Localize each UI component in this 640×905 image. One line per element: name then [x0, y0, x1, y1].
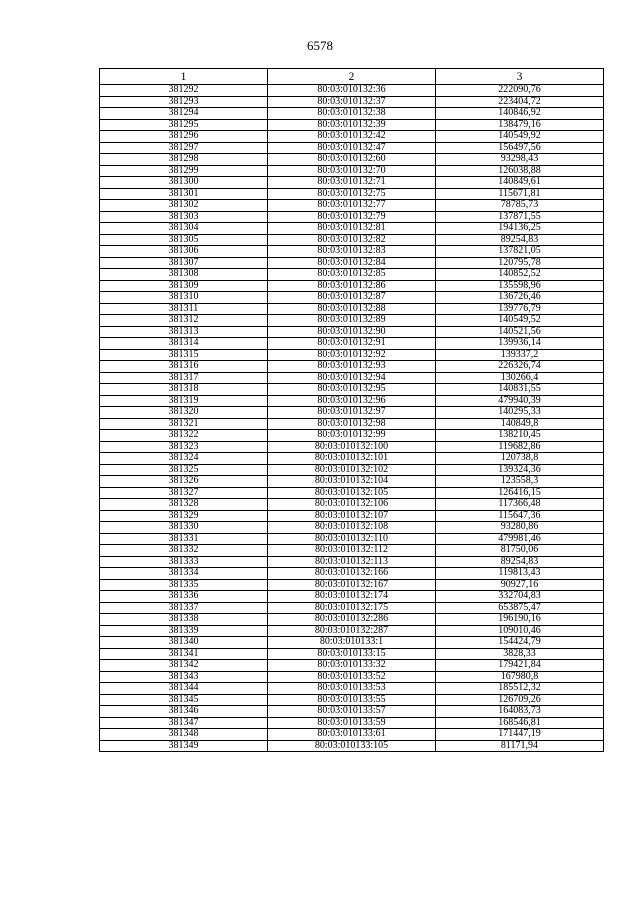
table-row	[100, 706, 604, 718]
cadastral-number-cell: 80:03:010132:82	[268, 234, 436, 246]
row-number-cell: 381329	[100, 510, 268, 522]
table-row	[100, 476, 604, 488]
row-number-cell: 381316	[100, 361, 268, 373]
table-row	[100, 384, 604, 396]
cadastral-number-cell: 80:03:010133:61	[268, 729, 436, 741]
table-row	[100, 510, 604, 522]
table-row	[100, 303, 604, 315]
table-row	[100, 568, 604, 580]
value-cell: 154424,79	[436, 637, 604, 649]
table-row	[100, 614, 604, 626]
table-row	[100, 487, 604, 499]
table-row	[100, 177, 604, 189]
cadastral-number-cell: 80:03:010133:57	[268, 706, 436, 718]
table-row	[100, 660, 604, 672]
value-cell: 126416,15	[436, 487, 604, 499]
row-number-cell: 381299	[100, 165, 268, 177]
row-number-cell: 381347	[100, 717, 268, 729]
cadastral-number-cell: 80:03:010132:95	[268, 384, 436, 396]
row-number-cell: 381302	[100, 200, 268, 212]
cadastral-number-cell: 80:03:010132:90	[268, 326, 436, 338]
cadastral-number-cell: 80:03:010133:32	[268, 660, 436, 672]
value-cell: 136726,46	[436, 292, 604, 304]
table-row	[100, 694, 604, 706]
value-cell: 171447,19	[436, 729, 604, 741]
cadastral-number-cell: 80:03:010132:105	[268, 487, 436, 499]
cadastral-number-cell: 80:03:010133:52	[268, 671, 436, 683]
value-cell: 140295,33	[436, 407, 604, 419]
row-number-cell: 381343	[100, 671, 268, 683]
cadastral-number-cell: 80:03:010132:70	[268, 165, 436, 177]
cadastral-number-cell: 80:03:010132:96	[268, 395, 436, 407]
table-row	[100, 453, 604, 465]
value-cell: 109010,46	[436, 625, 604, 637]
value-cell: 126709,26	[436, 694, 604, 706]
value-cell: 78785,73	[436, 200, 604, 212]
table-row	[100, 200, 604, 212]
value-cell: 156497,56	[436, 142, 604, 154]
row-number-cell: 381337	[100, 602, 268, 614]
row-number-cell: 381323	[100, 441, 268, 453]
table-row	[100, 430, 604, 442]
cadastral-number-cell: 80:03:010132:42	[268, 131, 436, 143]
cadastral-number-cell: 80:03:010133:1	[268, 637, 436, 649]
row-number-cell: 381313	[100, 326, 268, 338]
row-number-cell: 381307	[100, 257, 268, 269]
cadastral-number-cell: 80:03:010132:71	[268, 177, 436, 189]
cadastral-number-cell: 80:03:010132:87	[268, 292, 436, 304]
value-cell: 222090,76	[436, 85, 604, 97]
value-cell: 223404,72	[436, 96, 604, 108]
value-cell: 179421,84	[436, 660, 604, 672]
table-row	[100, 671, 604, 683]
value-cell: 139776,79	[436, 303, 604, 315]
table-row	[100, 533, 604, 545]
value-cell: 120738,8	[436, 453, 604, 465]
table-row	[100, 740, 604, 752]
value-cell: 479940,39	[436, 395, 604, 407]
cadastral-number-cell: 80:03:010132:47	[268, 142, 436, 154]
cadastral-number-cell: 80:03:010132:104	[268, 476, 436, 488]
cadastral-number-cell: 80:03:010132:108	[268, 522, 436, 534]
value-cell: 137821,05	[436, 246, 604, 258]
cadastral-number-cell: 80:03:010132:112	[268, 545, 436, 557]
value-cell: 140852,52	[436, 269, 604, 281]
row-number-cell: 381318	[100, 384, 268, 396]
cadastral-number-cell: 80:03:010133:55	[268, 694, 436, 706]
row-number-cell: 381301	[100, 188, 268, 200]
page-number: 6578	[307, 38, 333, 53]
row-number-cell: 381319	[100, 395, 268, 407]
value-cell: 140849,61	[436, 177, 604, 189]
table-row	[100, 96, 604, 108]
cadastral-number-cell: 80:03:010133:59	[268, 717, 436, 729]
value-cell: 117366,48	[436, 499, 604, 511]
table-row	[100, 234, 604, 246]
cadastral-number-cell: 80:03:010132:93	[268, 361, 436, 373]
table-row	[100, 223, 604, 235]
table-row	[100, 85, 604, 97]
value-cell: 130266,4	[436, 372, 604, 384]
column-header: 2	[268, 69, 436, 85]
cadastral-number-cell: 80:03:010132:88	[268, 303, 436, 315]
row-number-cell: 381345	[100, 694, 268, 706]
value-cell: 168546,81	[436, 717, 604, 729]
cadastral-number-cell: 80:03:010132:37	[268, 96, 436, 108]
table-row	[100, 165, 604, 177]
cadastral-number-cell: 80:03:010132:92	[268, 349, 436, 361]
table-row	[100, 211, 604, 223]
value-cell: 479981,46	[436, 533, 604, 545]
table-row	[100, 579, 604, 591]
row-number-cell: 381349	[100, 740, 268, 752]
table-row	[100, 257, 604, 269]
cadastral-number-cell: 80:03:010132:83	[268, 246, 436, 258]
table-row	[100, 188, 604, 200]
table-row	[100, 717, 604, 729]
cadastral-number-cell: 80:03:010132:174	[268, 591, 436, 603]
row-number-cell: 381342	[100, 660, 268, 672]
row-number-cell: 381295	[100, 119, 268, 131]
row-number-cell: 381330	[100, 522, 268, 534]
value-cell: 89254,83	[436, 556, 604, 568]
cadastral-number-cell: 80:03:010132:167	[268, 579, 436, 591]
row-number-cell: 381321	[100, 418, 268, 430]
table-row	[100, 349, 604, 361]
table-row	[100, 119, 604, 131]
column-header: 1	[100, 69, 268, 85]
value-cell: 135598,96	[436, 280, 604, 292]
value-cell: 93280,86	[436, 522, 604, 534]
table-row	[100, 142, 604, 154]
row-number-cell: 381297	[100, 142, 268, 154]
row-number-cell: 381309	[100, 280, 268, 292]
row-number-cell: 381294	[100, 108, 268, 120]
value-cell: 140849,8	[436, 418, 604, 430]
value-cell: 120795,78	[436, 257, 604, 269]
value-cell: 89254,83	[436, 234, 604, 246]
table-header	[100, 69, 604, 85]
row-number-cell: 381325	[100, 464, 268, 476]
row-number-cell: 381300	[100, 177, 268, 189]
cadastral-number-cell: 80:03:010133:53	[268, 683, 436, 695]
row-number-cell: 381317	[100, 372, 268, 384]
table-row	[100, 648, 604, 660]
row-number-cell: 381333	[100, 556, 268, 568]
cadastral-number-cell: 80:03:010132:91	[268, 338, 436, 350]
table-row	[100, 418, 604, 430]
table-row	[100, 545, 604, 557]
table-row	[100, 602, 604, 614]
table-row	[100, 556, 604, 568]
cadastral-number-cell: 80:03:010132:84	[268, 257, 436, 269]
table-row	[100, 625, 604, 637]
value-cell: 139936,14	[436, 338, 604, 350]
table-row	[100, 338, 604, 350]
table-row	[100, 683, 604, 695]
cadastral-number-cell: 80:03:010132:110	[268, 533, 436, 545]
table-row	[100, 522, 604, 534]
row-number-cell: 381324	[100, 453, 268, 465]
row-number-cell: 381334	[100, 568, 268, 580]
row-number-cell: 381348	[100, 729, 268, 741]
row-number-cell: 381292	[100, 85, 268, 97]
row-number-cell: 381344	[100, 683, 268, 695]
value-cell: 115671,81	[436, 188, 604, 200]
value-cell: 138479,16	[436, 119, 604, 131]
value-cell: 126038,88	[436, 165, 604, 177]
cadastral-number-cell: 80:03:010132:81	[268, 223, 436, 235]
cadastral-number-cell: 80:03:010132:98	[268, 418, 436, 430]
row-number-cell: 381296	[100, 131, 268, 143]
table-row	[100, 637, 604, 649]
value-cell: 185512,32	[436, 683, 604, 695]
table-row	[100, 464, 604, 476]
value-cell: 139337,2	[436, 349, 604, 361]
cadastral-number-cell: 80:03:010132:166	[268, 568, 436, 580]
cadastral-number-cell: 80:03:010132:86	[268, 280, 436, 292]
row-number-cell: 381305	[100, 234, 268, 246]
row-number-cell: 381306	[100, 246, 268, 258]
cadastral-number-cell: 80:03:010132:286	[268, 614, 436, 626]
table-row	[100, 280, 604, 292]
row-number-cell: 381341	[100, 648, 268, 660]
row-number-cell: 381304	[100, 223, 268, 235]
table-row	[100, 154, 604, 166]
cadastral-number-cell: 80:03:010132:97	[268, 407, 436, 419]
cadastral-number-cell: 80:03:010132:107	[268, 510, 436, 522]
cadastral-number-cell: 80:03:010132:287	[268, 625, 436, 637]
value-cell: 140846,92	[436, 108, 604, 120]
value-cell: 139324,36	[436, 464, 604, 476]
value-cell: 653875,47	[436, 602, 604, 614]
row-number-cell: 381346	[100, 706, 268, 718]
value-cell: 194136,25	[436, 223, 604, 235]
value-cell: 123558,3	[436, 476, 604, 488]
table-row	[100, 407, 604, 419]
value-cell: 81750,06	[436, 545, 604, 557]
row-number-cell: 381311	[100, 303, 268, 315]
table-row	[100, 131, 604, 143]
row-number-cell: 381298	[100, 154, 268, 166]
registry-table	[99, 68, 604, 752]
cadastral-number-cell: 80:03:010132:60	[268, 154, 436, 166]
value-cell: 3828,33	[436, 648, 604, 660]
cadastral-number-cell: 80:03:010132:89	[268, 315, 436, 327]
cadastral-number-cell: 80:03:010132:106	[268, 499, 436, 511]
value-cell: 140549,52	[436, 315, 604, 327]
cadastral-number-cell: 80:03:010132:75	[268, 188, 436, 200]
value-cell: 226326,74	[436, 361, 604, 373]
table-row	[100, 372, 604, 384]
table-row	[100, 441, 604, 453]
value-cell: 119682,86	[436, 441, 604, 453]
row-number-cell: 381331	[100, 533, 268, 545]
row-number-cell: 381335	[100, 579, 268, 591]
cadastral-number-cell: 80:03:010132:101	[268, 453, 436, 465]
row-number-cell: 381328	[100, 499, 268, 511]
table-row	[100, 361, 604, 373]
row-number-cell: 381338	[100, 614, 268, 626]
row-number-cell: 381293	[100, 96, 268, 108]
row-number-cell: 381332	[100, 545, 268, 557]
table-row	[100, 108, 604, 120]
row-number-cell: 381340	[100, 637, 268, 649]
table-row	[100, 315, 604, 327]
cadastral-number-cell: 80:03:010133:105	[268, 740, 436, 752]
value-cell: 332704,83	[436, 591, 604, 603]
row-number-cell: 381308	[100, 269, 268, 281]
cadastral-number-cell: 80:03:010132:100	[268, 441, 436, 453]
row-number-cell: 381320	[100, 407, 268, 419]
value-cell: 119813,43	[436, 568, 604, 580]
row-number-cell: 381336	[100, 591, 268, 603]
cadastral-number-cell: 80:03:010132:102	[268, 464, 436, 476]
table-body	[100, 85, 604, 752]
row-number-cell: 381322	[100, 430, 268, 442]
table-row	[100, 395, 604, 407]
value-cell: 115647,36	[436, 510, 604, 522]
value-cell: 138210,45	[436, 430, 604, 442]
value-cell: 164083,73	[436, 706, 604, 718]
cadastral-number-cell: 80:03:010132:36	[268, 85, 436, 97]
cadastral-number-cell: 80:03:010132:77	[268, 200, 436, 212]
row-number-cell: 381326	[100, 476, 268, 488]
table-row	[100, 591, 604, 603]
row-number-cell: 381303	[100, 211, 268, 223]
value-cell: 140521,56	[436, 326, 604, 338]
row-number-cell: 381339	[100, 625, 268, 637]
row-number-cell: 381315	[100, 349, 268, 361]
table-row	[100, 246, 604, 258]
row-number-cell: 381314	[100, 338, 268, 350]
value-cell: 140549,92	[436, 131, 604, 143]
cadastral-number-cell: 80:03:010132:99	[268, 430, 436, 442]
cadastral-number-cell: 80:03:010132:38	[268, 108, 436, 120]
table-row	[100, 326, 604, 338]
cadastral-number-cell: 80:03:010132:39	[268, 119, 436, 131]
row-number-cell: 381310	[100, 292, 268, 304]
table-row	[100, 292, 604, 304]
cadastral-number-cell: 80:03:010132:85	[268, 269, 436, 281]
value-cell: 93298,43	[436, 154, 604, 166]
table-row	[100, 269, 604, 281]
table-row	[100, 729, 604, 741]
value-cell: 137871,55	[436, 211, 604, 223]
row-number-cell: 381312	[100, 315, 268, 327]
table-row	[100, 499, 604, 511]
value-cell: 81171,94	[436, 740, 604, 752]
column-header: 3	[436, 69, 604, 85]
cadastral-number-cell: 80:03:010132:79	[268, 211, 436, 223]
value-cell: 140831,55	[436, 384, 604, 396]
header-row	[100, 69, 604, 85]
row-number-cell: 381327	[100, 487, 268, 499]
cadastral-number-cell: 80:03:010132:113	[268, 556, 436, 568]
cadastral-number-cell: 80:03:010132:94	[268, 372, 436, 384]
value-cell: 90927,16	[436, 579, 604, 591]
value-cell: 196190,16	[436, 614, 604, 626]
value-cell: 167980,8	[436, 671, 604, 683]
cadastral-number-cell: 80:03:010133:15	[268, 648, 436, 660]
cadastral-number-cell: 80:03:010132:175	[268, 602, 436, 614]
